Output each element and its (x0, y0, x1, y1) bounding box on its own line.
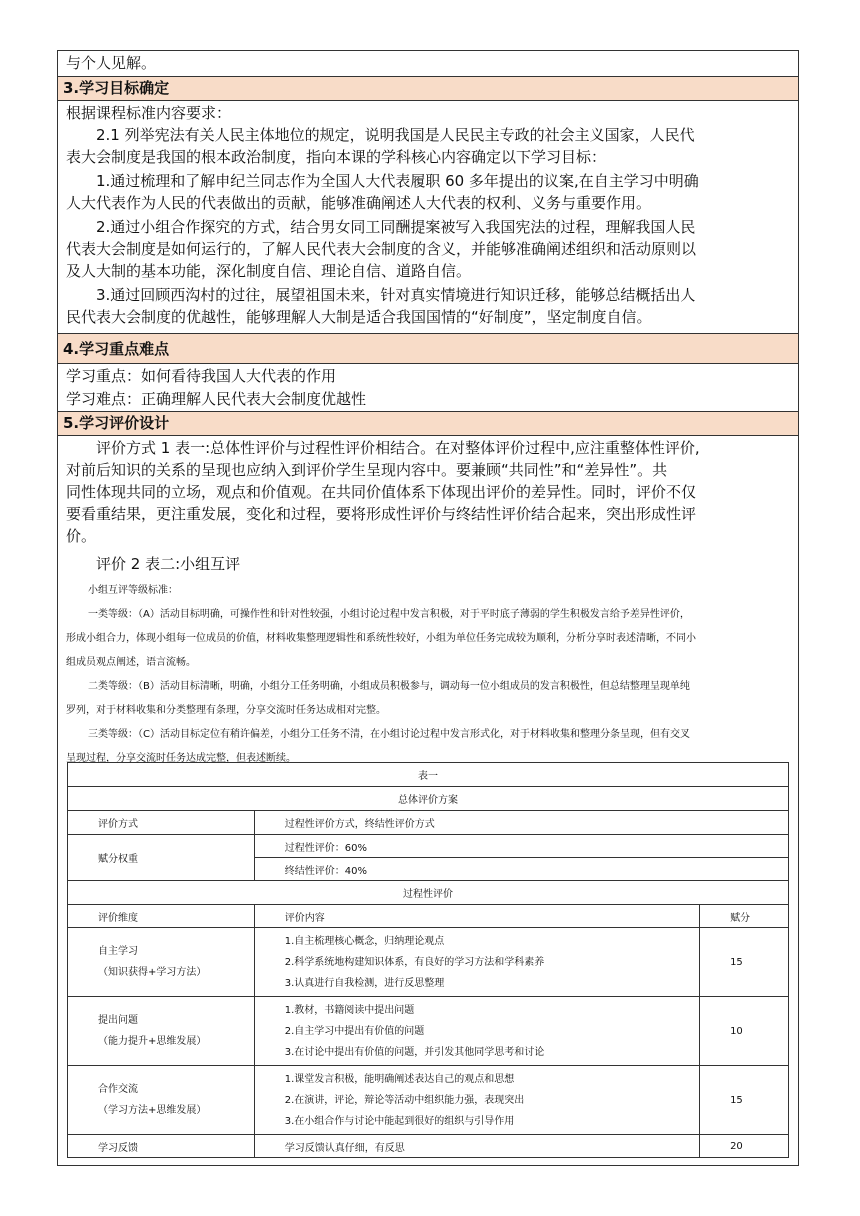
content-item: 3.在小组合作与讨论中能起到很好的组织与引导作用 (284, 1115, 515, 1127)
dim-sub: （学习方法+思维发展） (98, 1105, 207, 1116)
content-item: 3.认真进行自我检测，进行反思整理 (284, 977, 445, 989)
table-row (68, 928, 789, 997)
sec5-line: 评价 2 表二:小组互评 (96, 555, 241, 573)
table-caption: 表一 (68, 763, 789, 787)
section-4-header: 4.学习重点难点 (58, 334, 798, 364)
sec3-line: 1.通过梳理和了解申纪兰同志作为全国人大代表履职 60 多年提出的议案,在自主学习中明确 (96, 172, 699, 190)
sec5-line: 价。 (66, 527, 97, 545)
sec5-line: 评价方式 1 表一:总体性评价与过程性评价相结合。在对整体评价过程中,应注重整体性评价, (96, 439, 700, 457)
grade-line: 罗列，对于材料收集和分类整理有条理，分享交流时任务达成相对完整。 (66, 705, 386, 716)
sec5-line: 要看重结果，更注重发展，变化和过程，要将形成性评价与终结性评价结合起来，突出形成性评 (66, 505, 697, 523)
sec5-line: 对前后知识的关系的呈现也应纳入到评价学生呈现内容中。要兼顾“共同性”和“差异性”。共 (66, 461, 668, 479)
weight-final: 终结性评价：40% (254, 858, 788, 881)
dim-name: 自主学习 (98, 946, 138, 957)
document-frame (57, 50, 799, 1166)
sec3-line: 代表大会制度是如何运行的，了解人民代表大会制度的含义，并能够准确阐述组织和活动原则以 (66, 240, 697, 258)
grade-line: 形成小组合力，体现小组每一位成员的价值，材料收集整理逻辑性和系统性较好，小组为单位任务完成较为顺利，分析分享时表述清晰，不同小 (66, 633, 696, 644)
sec3-line: 民代表大会制度的优越性，能够理解人大制是适合我国国情的“好制度”，坚定制度自信。 (66, 308, 652, 326)
grade-line: 二类等级：（B）活动目标清晰，明确，小组分工任务明确，小组成员积极参与，调动每一位小组成员的发言积极性，但总结整理呈现单纯 (88, 681, 690, 692)
content-item: 1.教材，书籍阅读中提出问题 (284, 1004, 415, 1016)
content-item: 2.科学系统地构建知识体系，有良好的学习方法和学科素养 (284, 956, 545, 968)
dim-name: 学习反馈 (68, 1135, 255, 1158)
sec3-line: 及人大制的基本功能，深化制度自信、理论自信、道路自信。 (66, 262, 472, 280)
table-row (68, 811, 789, 835)
dim-sub: （知识获得+学习方法） (98, 967, 207, 978)
sec3-line: 2.1 列举宪法有关人民主体地位的规定，说明我国是人民民主专政的社会主义国家，人民代 (96, 126, 695, 144)
sec3-line: 人大代表作为人民的代表做出的贡献，能够准确阐述人大代表的权利、义务与重要作用。 (66, 194, 652, 212)
content-cell (254, 1066, 699, 1135)
grade-line: 呈现过程，分享交流时任务达成完整，但表述断续。 (66, 753, 296, 764)
method-value: 过程性评价方式，终结性评价方式 (254, 811, 788, 835)
grade-line: 一类等级：（A）活动目标明确，可操作性和针对性较强，小组讨论过程中发言积极，对于平时底子薄弱的学生积极发言给予差异性评价， (88, 609, 690, 620)
grade-line: 组成员观点阐述，语言流畅。 (66, 657, 196, 668)
score-cell: 20 (700, 1135, 789, 1158)
sec5-line: 同性体现共同的立场，观点和价值观。在共同价值体系下体现出评价的差异性。同时，评价不仅 (66, 483, 697, 501)
content-cell (254, 997, 699, 1066)
table-row (68, 997, 789, 1066)
content-item: 1.课堂发言积极，能明确阐述表达自己的观点和思想 (284, 1073, 515, 1085)
section-3-header: 3.学习目标确定 (58, 77, 798, 101)
score-cell: 10 (700, 997, 789, 1066)
score-cell: 15 (700, 928, 789, 997)
intro-tail-row (58, 51, 798, 77)
method-label: 评价方式 (68, 811, 255, 835)
score-cell: 15 (700, 1066, 789, 1135)
dim-cell (68, 1066, 255, 1135)
section-5-header: 5.学习评价设计 (58, 412, 798, 436)
weight-label: 赋分权重 (68, 835, 255, 881)
col-dim: 评价维度 (68, 905, 255, 928)
content-cell (254, 928, 699, 997)
evaluation-table (67, 762, 789, 1158)
content-item: 1.自主梳理核心概念，归纳理论观点 (284, 935, 445, 947)
dim-sub: （能力提升+思维发展） (98, 1036, 207, 1047)
sec4-line: 学习重点：如何看待我国人大代表的作用 (66, 367, 337, 385)
dim-name: 提出问题 (98, 1015, 138, 1026)
sec3-line: 3.通过回顾西沟村的过往，展望祖国未来，针对真实情境进行知识迁移，能够总结概括出人 (96, 286, 696, 304)
grade-line: 三类等级：（C）活动目标定位有稍许偏差，小组分工任务不清，在小组讨论过程中发言形式化，对于材料收集和整理分条呈现，但有交叉 (88, 729, 690, 740)
intro-tail-text: 与个人见解。 (66, 54, 157, 72)
process-title: 过程性评价 (68, 881, 789, 905)
table-row (68, 1066, 789, 1135)
col-content: 评价内容 (254, 905, 699, 928)
overall-title: 总体评价方案 (68, 787, 789, 811)
sec3-line: 根据课程标准内容要求： (66, 104, 232, 122)
section-3-body (58, 101, 798, 334)
table-row (68, 881, 789, 905)
weight-process: 过程性评价：60% (254, 835, 788, 858)
table-row (68, 835, 789, 858)
dim-cell (68, 928, 255, 997)
table-row (68, 787, 789, 811)
sec4-line: 学习难点：正确理解人民代表大会制度优越性 (66, 390, 367, 408)
dim-cell (68, 997, 255, 1066)
table-row (68, 1135, 789, 1158)
dim-name: 合作交流 (98, 1084, 138, 1095)
sec3-line: 表大会制度是我国的根本政治制度，指向本课的学科核心内容确定以下学习目标： (66, 148, 607, 166)
section-4-body (58, 364, 798, 412)
content-item: 2.自主学习中提出有价值的问题 (284, 1025, 425, 1037)
table-caption-row (68, 763, 789, 787)
content-item: 3.在讨论中提出有价值的问题，并引发其他同学思考和讨论 (284, 1046, 545, 1058)
col-score: 赋分 (700, 905, 789, 928)
table-header-row (68, 905, 789, 928)
content-item: 2.在演讲，评论，辩论等活动中组织能力强，表现突出 (284, 1094, 525, 1106)
sec3-line: 2.通过小组合作探究的方式，结合男女同工同酬提案被写入我国宪法的过程，理解我国人民 (96, 218, 696, 236)
content-item: 学习反馈认真仔细，有反思 (254, 1135, 699, 1158)
grade-standard-title: 小组互评等级标准： (88, 585, 178, 596)
